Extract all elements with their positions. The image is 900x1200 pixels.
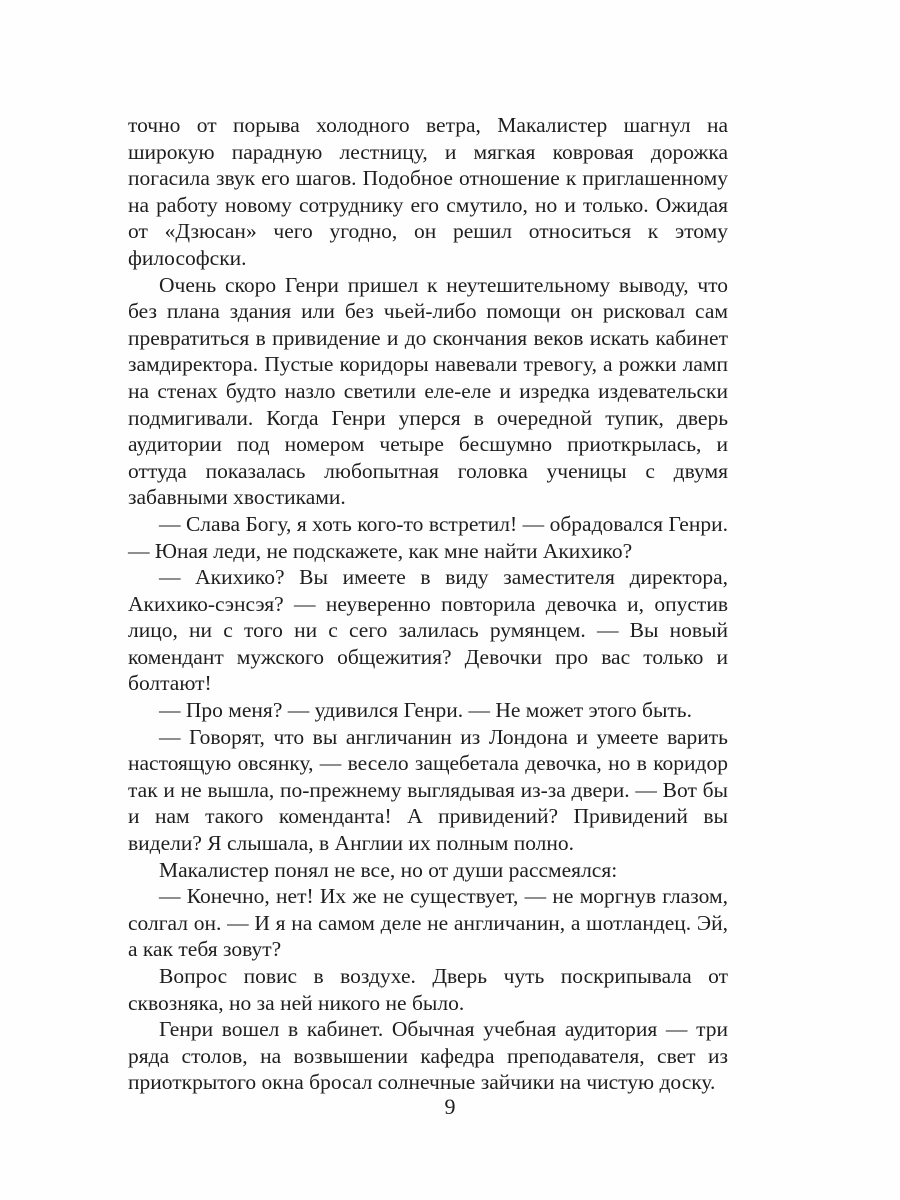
page-number: 9 [444, 1094, 456, 1119]
paragraph-1: точно от порыва холодного ветра, Макалистер шагнул на широкую парадную лестницу, и мягкая ковровая дорожка погасила звук его шагов. Подобное отношение к приглашенному на работу новому сотруднику его смутило, но и только. Ожидая от «Дзюсан» чего угодно, он решил относиться к этому философски. [128, 113, 728, 270]
paragraph-4: — Акихико? Вы имеете в виду заместителя директора, Акихико-сэнсэя? — неуверенно повторила девочка и, опустив лицо, ни с того ни с сего залилась румянцем. — Вы новый комендант мужского общежития? Девочки про вас только и болтают! [128, 565, 728, 696]
paragraph-5: — Про меня? — удивился Генри. — Не может этого быть. [159, 698, 692, 723]
paragraph-9: Вопрос повис в воздухе. Дверь чуть поскрипывала от сквозняка, но за ней никого не было. [128, 964, 728, 1015]
paragraph-2: Очень скоро Генри пришел к неутешительному выводу, что без плана здания или без чьей-либо помощи он рисковал сам превратиться в привидение и до скончания веков искать кабинет замдиректора. Пустые коридоры навевали тревогу, а рожки ламп на стенах будто назло светили еле-еле и изредка издевательски подмигивали. Когда Генри уперся в очередной тупик, дверь аудитории под номером четыре бесшумно приоткрылась, и оттуда показалась любопытная головка ученицы с двумя забавными хвостиками. [128, 272, 728, 510]
page-body-text [128, 112, 728, 1096]
paragraph-7: Макалистер понял не все, но от души рассмеялся: [159, 857, 618, 882]
paragraph-10: Генри вошел в кабинет. Обычная учебная аудитория — три ряда столов, на возвышении кафедра преподавателя, свет из приоткрытого окна бросал солнечные зайчики на чистую доску. [128, 1017, 728, 1095]
paragraph-3: — Слава Богу, я хоть кого-то встретил! — обрадовался Генри. — Юная леди, не подскажете, как мне найти Акихико? [128, 511, 728, 563]
paragraph-8: — Конечно, нет! Их же не существует, — не моргнув глазом, солгал он. — И я на самом деле не англичанин, а шотландец. Эй, а как тебя зовут? [128, 884, 728, 962]
paragraph-6: — Говорят, что вы англичанин из Лондона и умеете варить настоящую овсянку, — весело защебетала девочка, но в коридор так и не вышла, по-прежнему выглядывая из-за двери. — Вот бы и нам такого коменданта! А привидений? Привидений вы видели? Я слышала, в Англии их полным полно. [128, 724, 728, 856]
